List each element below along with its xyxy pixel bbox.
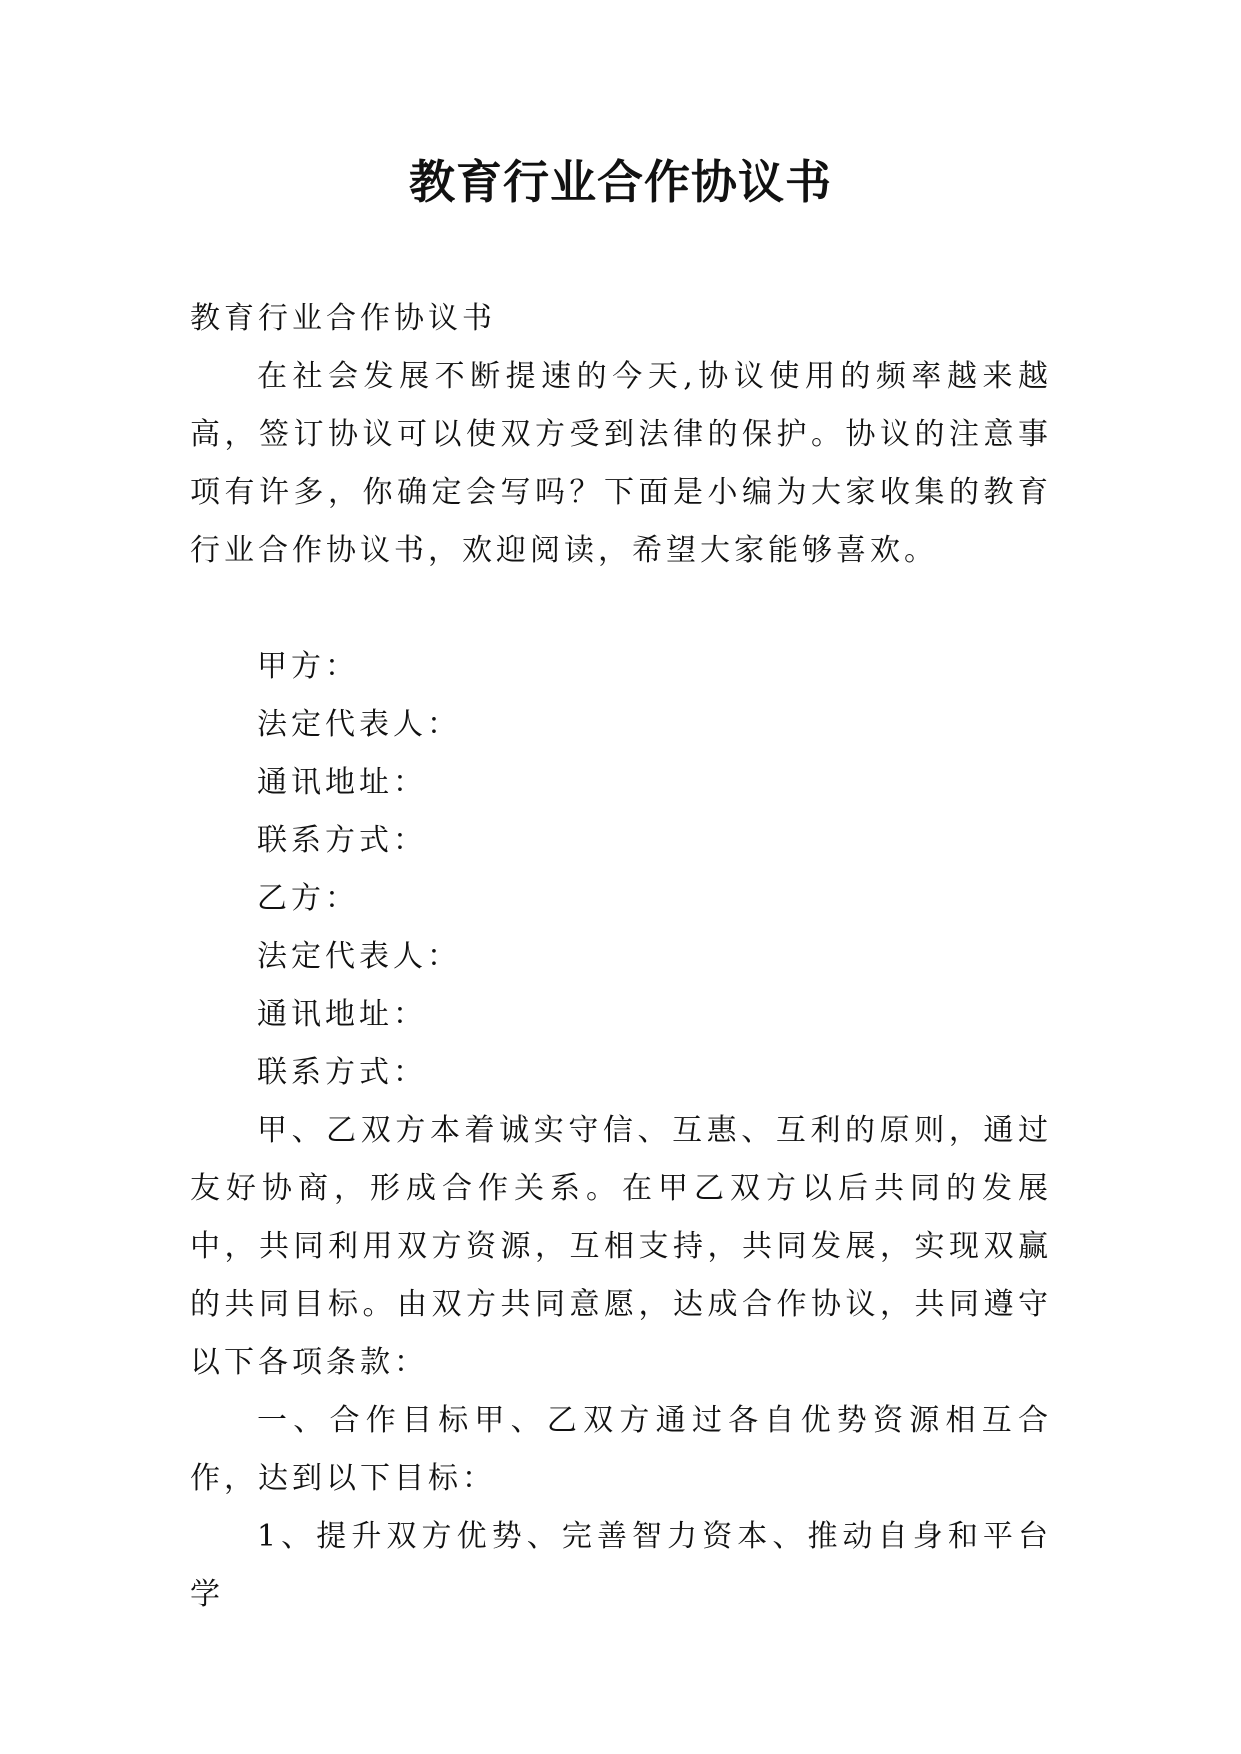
subtitle-line: 教育行业合作协议书 — [190, 301, 496, 336]
party-b-representative: 法定代表人： — [257, 939, 461, 974]
preamble-paragraph: 甲、乙双方本着诚实守信、互惠、互利的原则，通过友好协商，形成合作关系。在甲乙双方以后共同的发展中，共同利用双方资源，互相支持，共同发展，实现双赢的共同目标。由双方共同意愿，达成合作协议，共同遵守以下各项条款： — [190, 1113, 1052, 1380]
party-a-address: 通讯地址： — [257, 765, 427, 800]
party-a-contact: 联系方式： — [257, 823, 427, 858]
section-1-heading: 一、合作目标甲、乙双方通过各自优势资源相互合作，达到以下目标： — [190, 1403, 1052, 1496]
party-a-representative: 法定代表人： — [257, 707, 461, 742]
intro-paragraph: 在社会发展不断提速的今天,协议使用的频率越来越高，签订协议可以使双方受到法律的保护。协议的注意事项有许多，你确定会写吗？下面是小编为大家收集的教育行业合作协议书，欢迎阅读，希望大家能够喜欢。 — [190, 359, 1052, 568]
paragraph-gap — [190, 580, 1052, 638]
document-title: 教育行业合作协议书 — [409, 155, 832, 209]
item-1-paragraph: 1、提升双方优势、完善智力资本、推动自身和平台学 — [190, 1519, 1052, 1612]
party-b-contact: 联系方式： — [257, 1055, 427, 1090]
party-b-label: 乙方： — [257, 881, 359, 916]
document-body — [190, 290, 1052, 1624]
party-a-label: 甲方： — [257, 649, 359, 684]
party-b-address: 通讯地址： — [257, 997, 427, 1032]
